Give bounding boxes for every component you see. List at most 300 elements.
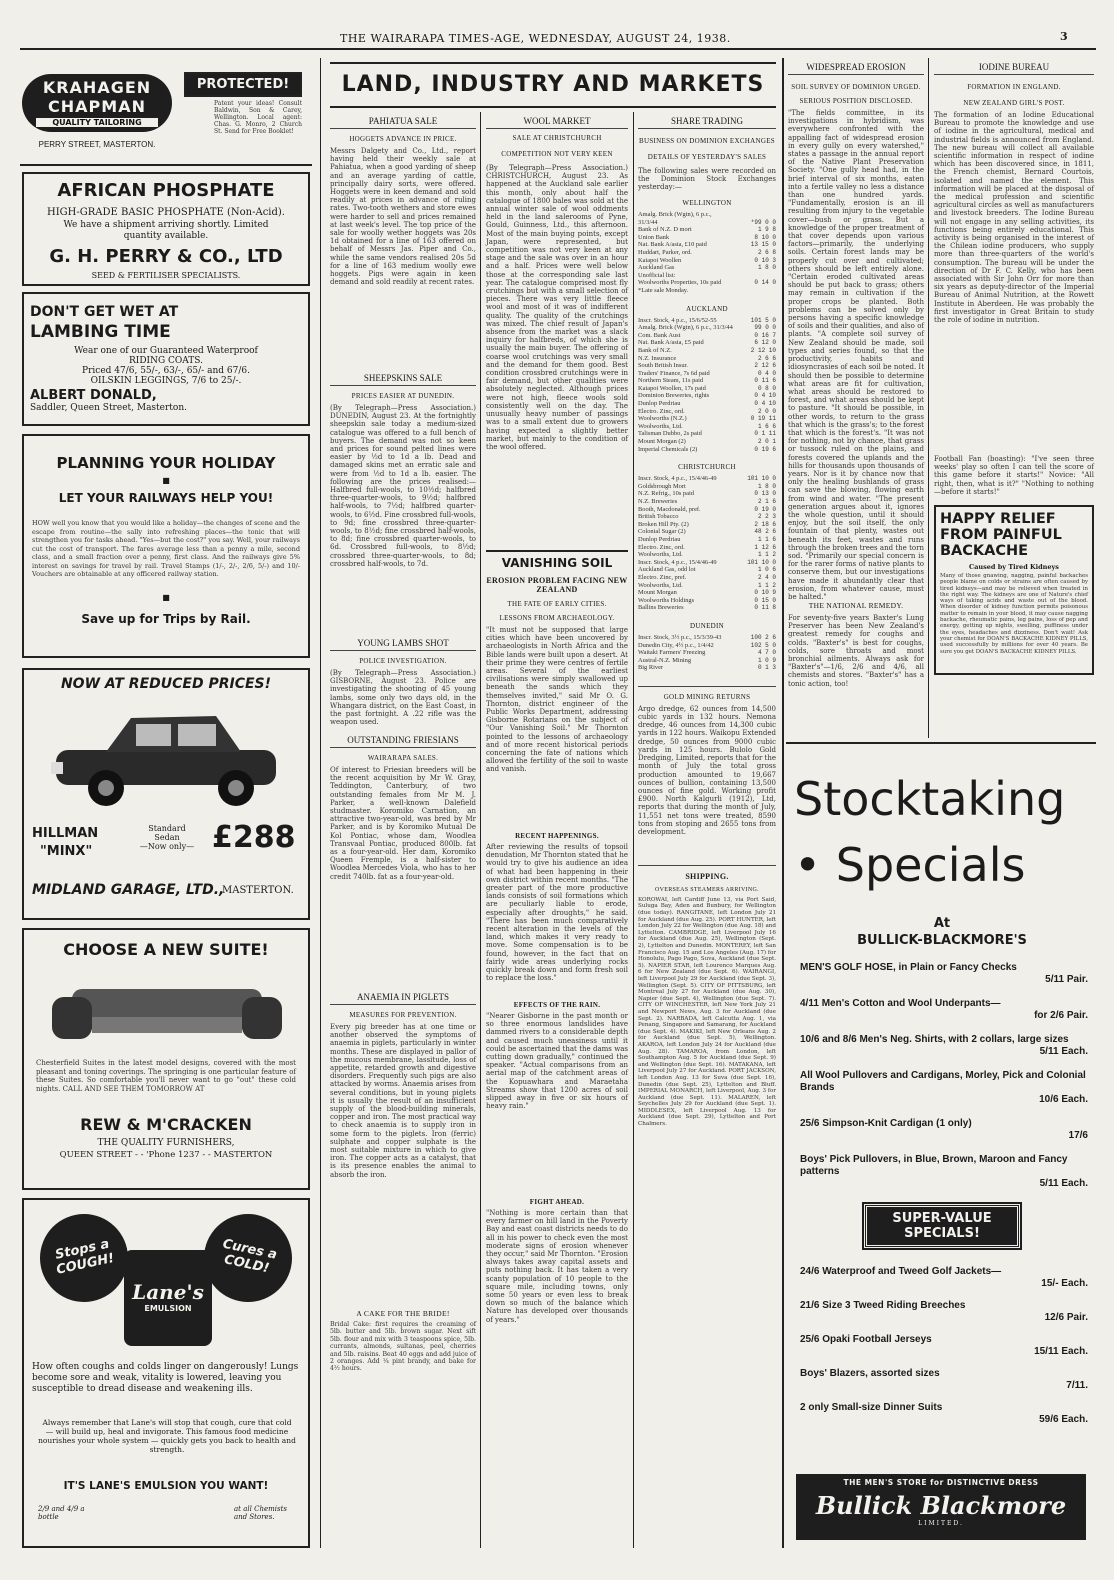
sale-item [800, 1300, 1088, 1324]
share-name: Nat. Bank A/asia, £5 paid [638, 339, 704, 347]
share-name: British Tobacco [638, 513, 679, 521]
share-name: Woolworths, Ltd. [638, 422, 683, 430]
share-name: Mount Morgan [638, 589, 677, 597]
lanes-emulsion: EMULSION [144, 1304, 192, 1313]
hillman-standard [132, 824, 202, 851]
share-row [638, 272, 776, 280]
share-row [638, 287, 776, 295]
section-title: LAND, INDUSTRY AND MARKETS [341, 72, 765, 97]
cures-cold-text: Cures a COLD! [221, 1236, 279, 1277]
phosphate-firm: G. H. PERRY & CO., LTD [49, 246, 283, 267]
share-name: Woolworths, Ltd. [638, 551, 683, 559]
masthead-rule [20, 48, 1096, 50]
share-price: 0 10 9 [754, 589, 776, 597]
share-price: 1 12 6 [754, 543, 776, 551]
protected-text: Patent your ideas! Consult Baldwin, Son & Carey, Wellington. Local agent: Chas. G. Monro, 2 Church St. Send for Free Booklet! [214, 100, 302, 135]
sale-item-name: 24/6 Waterproof and Tweed Golf Jackets— [800, 1266, 1002, 1277]
share-price: 1 0 9 [757, 656, 776, 664]
hillman-model: HILLMAN [32, 826, 99, 841]
share-price: *99 0 0 [750, 218, 776, 226]
share-name: Com. Bank Aust [638, 331, 681, 339]
lambing-address: Saddler, Queen Street, Masterton. [30, 403, 187, 413]
share-row [638, 226, 776, 234]
column-rule [633, 112, 634, 1548]
share-row [638, 241, 776, 249]
soil-body: "It must not be supposed that large cities which have been uncovered by archaeologists in North Africa and the Bible lands were built upon a desert. At their prime they were centres of fertile areas. Several of the earliest civilisations were simply swallowed up beneath the sands which they themselves invited," said Mr O. G. Thornton, district engineer of the Public Works Department, addressing Gisborne Rotarians on the subject of "Our Vanishing Soil." Mr Thornton pointed to the lessons of archaeology and of more recent historical periods concerning the fate of nations which allowed the fertility of the soil to waste and vanish. [486, 626, 628, 774]
auckland-list [638, 317, 776, 454]
footer-brand: Bullick Blackmore [815, 1491, 1067, 1520]
cake-head: A CAKE FOR THE BRIDE! [356, 1309, 450, 1318]
lambing-line3: Priced 47/6, 55/-, 63/-, 65/- and 67/6. [82, 366, 250, 376]
sheepskins-head: SHEEPSKINS SALE [330, 373, 476, 386]
suite-text: Chesterfield Suites in the latest model designs, covered with the most pleasant and toning coverings. The springing is one particular feature of these Suites. So comfortable you'll never want to go "out" these cold nights. CALL AND SEE THEM TOMORROW AT [36, 1059, 296, 1093]
share-name: *Late sale Monday. [638, 286, 689, 294]
share-price: 1 1 2 [757, 551, 776, 559]
column-rule [782, 58, 784, 1548]
share-row [638, 498, 776, 506]
share-row [638, 475, 776, 483]
sale-item [800, 1334, 1088, 1358]
christchurch-list [638, 475, 776, 612]
backache-body: Many of those gnawing, nagging, painful backaches people blame on colds or strains are often caused by tired kidneys—and may be relieved when treated in the right way. The kidneys are one of Nature's chief ways of taking acids and waste out of the blood. When disorder of kidney function permits poisonous matter to remain in your blood, it may cause nagging backache, rheumatic pains, leg pains, loss of pep and energy, getting up nights, swelling, puffiness under the eyes, headaches and dizziness. Don't wait! Ask your chemist for DOAN'S BACKACHE KIDNEY PILLS, used successfully by millions for over 40 years. Be sure you get DOAN'S BACKACHE KIDNEY PILLS. [940, 573, 1088, 655]
sale-item-name: MEN'S GOLF HOSE, in Plain or Fancy Checks [800, 962, 1017, 973]
share-head: SHARE TRADING [638, 116, 776, 129]
hillman-town: MASTERTON. [222, 885, 294, 896]
share-row [638, 415, 776, 423]
rain-head: EFFECTS OF THE RAIN. [513, 1001, 601, 1009]
share-name: Waitaki Farmers' Freezing [638, 649, 706, 657]
column-rule [320, 58, 321, 1548]
share-row [638, 408, 776, 416]
hillman-minx: "MINX" [40, 844, 93, 859]
sale-item-price: 15/- Each. [1041, 1278, 1088, 1289]
sale-item-name: 10/6 and 8/6 Men's Neg. Shirts, with 2 collars, large sizes [800, 1034, 1069, 1045]
footer-tagline: THE MEN'S STORE for DISTINCTIVE DRESS [843, 1478, 1039, 1487]
share-row [638, 649, 776, 657]
share-row [638, 506, 776, 514]
share-row [638, 362, 776, 370]
anaemia-sub: MEASURES FOR PREVENTION. [349, 1011, 457, 1019]
share-name: Dominion Breweries, rights [638, 392, 710, 400]
chapman-name: CHAPMAN [48, 97, 146, 116]
column-rule [480, 112, 481, 1548]
soil-sub2: THE FATE OF EARLY CITIES. [507, 600, 607, 608]
share-row [638, 385, 776, 393]
share-price: 6 12 0 [754, 339, 776, 347]
share-row [638, 317, 776, 325]
share-row [638, 536, 776, 544]
shipping-sub: OVERSEAS STEAMERS ARRIVING. [655, 886, 759, 893]
masthead-title: THE WAIRARAPA TIMES-AGE, WEDNESDAY, AUGUST 24, 1938. [340, 32, 731, 45]
wellington-list [638, 211, 776, 295]
share-price: 0 1 3 [757, 664, 776, 672]
share-price: 1 1 6 [757, 535, 776, 543]
lanes-bottle [124, 1250, 212, 1346]
share-price: 1 6 6 [757, 422, 776, 430]
share-name: Kaiapoi Woollen [638, 256, 682, 264]
share-sub2: DETAILS OF YESTERDAY'S SALES [647, 153, 767, 161]
share-row [638, 483, 776, 491]
sale-item-name: Boys' Pick Pullovers, in Blue, Brown, Maroon and Fancy patterns [800, 1154, 1068, 1177]
krahagen-logo [22, 74, 172, 132]
erosion-head: WIDESPREAD EROSION [788, 62, 924, 75]
hillman-banner: NOW AT REDUCED PRICES! [60, 676, 272, 692]
lanes-brand: Lane's [132, 1280, 204, 1304]
share-name: Huddart, Parker, ord. [638, 248, 692, 256]
share-price: 0 16 7 [754, 331, 776, 339]
ad-top-rule [786, 742, 1096, 744]
lanes-text1: How often coughs and colds linger on dangerously! Lungs become sore and weak, vitality is lowered, leaving you susceptible to dread disease and weakening ills. [32, 1362, 299, 1394]
share-price: 2 1 6 [757, 498, 776, 505]
recent-head: RECENT HAPPENINGS. [515, 832, 599, 840]
share-name: Broken Hill Pty. (2) [638, 520, 689, 528]
stocktaking-title2: • Specials [794, 838, 1026, 892]
share-name: Electro. Zinc, ord. [638, 407, 685, 415]
share-row [638, 528, 776, 536]
sheepskins-sub: PRICES EASIER AT DUNEDIN. [351, 392, 455, 400]
share-name: Inscr. Stock, 4 p.c., 15/6/52-55 [638, 316, 717, 324]
sale-item-name: 21/6 Size 3 Tweed Riding Breeches [800, 1300, 966, 1311]
share-price: 0 10 3 [754, 256, 776, 264]
share-name: Amalg. Brick (Wgtn), 6 p.c., 31/3/44 [638, 324, 733, 332]
soil-section [486, 550, 628, 826]
share-name: Electro. Zinc, ord. [638, 543, 685, 551]
share-row [638, 264, 776, 272]
sale-item-price: 15/11 Each. [1034, 1346, 1088, 1357]
sale-item-price: 12/6 Pair. [1044, 1312, 1088, 1323]
sale-item-price: 5/11 Each. [1039, 1046, 1088, 1057]
hillman-dealer: MIDLAND GARAGE, LTD., [32, 882, 225, 898]
pahiatua-head: PAHIATUA SALE [330, 116, 476, 129]
share-price: 101 10 0 [747, 558, 776, 566]
stops-cough-badge [32, 1206, 136, 1310]
recent-body: After reviewing the results of topsoil denudation, Mr Thornton stated that he would try to give his audience an idea of what had been happening in their own district within recent months. "The greater part of the more productive lands consists of soil formations which are peculiarly liable to erode, especially after droughts," he said. "There has been much comparatively recent alteration in the levels of the land, which makes it very ready to move. Some compensation is to be found, however, in the fact that on fairly wide areas underlying rocks quickly break down and form fresh soil to replace the loss." [486, 843, 628, 983]
share-row [638, 377, 776, 385]
share-row [638, 249, 776, 257]
iodine-sub1: FORMATION IN ENGLAND. [967, 83, 1061, 91]
sofa-illustration [42, 969, 292, 1049]
sale-item [800, 998, 1088, 1022]
sale-item-name: Boys' Blazers, assorted sizes [800, 1368, 940, 1379]
share-price: 2 2 3 [757, 513, 776, 521]
christchurch-head: CHRISTCHURCH [678, 463, 736, 472]
sale-item-price: 59/6 Each. [1039, 1414, 1088, 1425]
share-name: Auckland Gas [638, 264, 675, 272]
share-price: 2 4 0 [757, 573, 776, 581]
backache-sub: Caused by Tired Kidneys [969, 563, 1059, 571]
sale-item [800, 962, 1088, 986]
share-name: Bank of N.Z. D mort [638, 226, 692, 234]
share-price: 2 12 6 [754, 362, 776, 370]
sale-item-name: All Wool Pullovers and Cardigans, Morley, Pick and Colonial Brands [800, 1070, 1086, 1093]
krahagen-ad [22, 74, 172, 154]
wool-head: WOOL MARKET [486, 116, 628, 129]
wool-sub1: SALE AT CHRISTCHURCH [512, 134, 602, 142]
share-name: N.Z. Breweries [638, 498, 678, 505]
share-name: Woolworths Holdings [638, 596, 695, 604]
sale-item [800, 1070, 1088, 1106]
soil-sub1: EROSION PROBLEM FACING NEW ZEALAND [486, 576, 628, 594]
rain-body: "Nearer Gisborne in the past month or so three enormous landslides have dammed rivers to a considerable depth and caused much uneasiness until it could be ascertained that the dams was cutting down gradually," continued the speaker. "Actual comparisons from an aerial map of the catchment areas of the Kopuawhara and Maraetaha Streams show that 1200 acres of soil slipped away in five or six hours of heavy rain." [486, 1012, 628, 1111]
sale-item [800, 1266, 1088, 1290]
footer-ltd: LIMITED. [918, 1520, 964, 1527]
share-price: 2 0 0 [757, 407, 776, 415]
share-name: Inscr. Stock, 3½ p.c., 15/3/39-43 [638, 633, 722, 641]
car-illustration [36, 700, 296, 810]
share-price: 102 5 0 [750, 641, 776, 649]
share-row [638, 400, 776, 408]
lambs-head: YOUNG LAMBS SHOT [330, 638, 476, 651]
remedy-head: THE NATIONAL REMEDY. [808, 601, 904, 610]
divider [20, 164, 312, 166]
share-name: Colonial Sugar (2) [638, 528, 686, 536]
share-row [638, 438, 776, 446]
share-row [638, 597, 776, 605]
share-name: Electro. Zinc, pref. [638, 573, 687, 581]
share-row [638, 324, 776, 332]
share-name: Inscr. Stock, 4 p.c., 15/4/46-49 [638, 475, 717, 483]
soil-head: VANISHING SOIL [501, 556, 613, 570]
sale-item-price: 10/6 Each. [1039, 1094, 1088, 1105]
fight-body: "Nothing is more certain than that every farmer on hill land in the Poverty Bay and east coast districts needs to do all in his power to check even the most moderate signs of erosion whenever they occur," said Mr Thornton. "Erosion always takes away capital assets and puts nothing back. It has taken a very scanty population of 10 people to the square mile, including towns, only some 50 years or even less to break down so much of the balance which Nature has developed over thousands of years." [486, 1209, 628, 1324]
share-row [638, 490, 776, 498]
share-price: 0 4 0 [757, 369, 776, 377]
share-row [638, 257, 776, 265]
share-name: Union Bank [638, 233, 670, 241]
section-banner [330, 62, 776, 108]
holiday-title: PLANNING YOUR HOLIDAY [56, 454, 276, 472]
share-price: 0 19 11 [750, 415, 776, 423]
sale-item-price: 5/11 Each. [1039, 1178, 1088, 1189]
share-price: 0 14 0 [754, 279, 776, 287]
share-name: South British Insur. [638, 362, 688, 370]
friesians-body: Of interest to Friesian breeders will be the recent acquisition by Mr W. Gray, Teddington, Canterbury, of two outstanding females from Mr M. J. Parker, a well-known Dalefield studmaster. Koromiko Carnation, an attractive two-year-old, was bred by Mr Parker, and is by Koromiko Mutual De Kol Pontiac, whose dam, Woodlea Transvaal Pontiac, produced 800lb. fat as a four-year-old. Her dam, Koromiko Queen Fremple, is a half-sister to Woodlea Mercedes Viola, who has to her credit 740lb. fat as a four-year-old. [330, 766, 476, 881]
share-row [638, 446, 776, 454]
share-name: Unofficial list: [638, 271, 676, 279]
hillman-ad [22, 668, 310, 920]
lanes-stockists: at all Chemists and Stores. [234, 1505, 287, 1521]
share-price: 0 11 6 [754, 377, 776, 385]
phosphate-line2: We have a shipment arriving shortly. Limited quantity available. [63, 220, 269, 241]
lambs-body: (By Telegraph—Press Association.) GISBORNE, August 23. Police are investigating the shooting of 45 young lambs, some only two days old, in the Whangara district, on the East Coast, in the past fortnight. A .22 rifle was the weapon used. [330, 669, 476, 727]
share-name: Nat. Bank A/asia, £10 paid [638, 241, 707, 249]
friesians-sub: WAIRARAPA SALES. [367, 754, 439, 762]
remedy-body: For seventy-five years Baxter's Lung Preserver has been New Zealand's greatest remedy for coughs and colds. "Baxter's" is best for coughs, colds, sore throats and most bronchial ailments. Always ask for "Baxter's"—1/6, 2/6 and 4/6, all chemists and stores. "Baxter's" has a tonic action, too! [788, 614, 924, 688]
share-price: 0 13 0 [754, 490, 776, 498]
column-3 [638, 116, 776, 1546]
krahagen-address: PERRY STREET, MASTERTON. [38, 140, 156, 149]
holiday-bullet2: ■ [162, 593, 170, 602]
share-price: 101 10 0 [747, 475, 776, 483]
share-name: Dunedin City, 4½ p.c., 1/4/42 [638, 641, 714, 649]
suite-address: QUEEN STREET - - 'Phone 1237 - - MASTERTON [59, 1150, 273, 1160]
auckland-head: AUCKLAND [686, 304, 728, 313]
lanes-slogan: IT'S LANE'S EMULSION YOU WANT! [63, 1480, 269, 1492]
share-row [638, 355, 776, 363]
share-name: Kaiapoi Woollen, 17s paid [638, 384, 706, 392]
share-name: Amalg. Brick (Wgtn), 6 p.c., [638, 211, 712, 218]
erosion-sub1: SOIL SURVEY OF DOMINION URGED. [791, 83, 921, 91]
share-row [638, 551, 776, 559]
share-price: 1 9 8 [757, 226, 776, 234]
gold-body: Argo dredge, 62 ounces from 14,500 cubic yards in 132 hours. Nemona dredge, 46 ounces from 14,300 cubic yards in 122 hours. Waikopu Extended dredge, 50 ounces from 9000 cubic yards in 125 hours. Bulolo Gold Dredging, Limited, reports that for the month of July the total gross production amounted to 19,667 ounces of bullion, containing 13,500 ounces of fine gold. Working profit £900. North Kalgurli (1912), Ltd, reports that during the month of July, 11,551 net tons were treated, 8590 tons from stoping and 2655 tons from development. [638, 704, 776, 836]
share-price: 1 1 2 [757, 581, 776, 589]
holiday-subtitle: LET YOUR RAILWAYS HELP YOU! [58, 491, 274, 505]
share-row [638, 521, 776, 529]
share-row [638, 513, 776, 521]
share-price: 0 4 10 [754, 392, 776, 400]
share-name: Dunlop Perdriau [638, 400, 681, 408]
phosphate-ad [22, 172, 310, 286]
erosion-sub2: SERIOUS POSITION DISCLOSED. [799, 97, 913, 105]
cake-body: Bridal Cake: first requires the creaming of 5lb. butter and 5lb. brown sugar. Next sift 5lb. flour and mix with 3 teaspoons spice, 5lb. currants, almonds, sultanas, peel, cherries and 5lb. raisins. Beat 40 eggs and add juice of 2 oranges. Add ¼ pint brandy, and bake for 4½ hours. [330, 1321, 476, 1373]
share-name: Booth, Macdonald, pref. [638, 505, 701, 513]
share-price: 48 2 6 [754, 528, 776, 536]
phosphate-line1: HIGH-GRADE BASIC PHOSPHATE (Non-Acid). [47, 207, 285, 218]
krahagen-name: KRAHAGEN [42, 78, 152, 97]
shipping-body: KOROWAI, left Cardiff June 13, via Port Said, Suluga Bay, Aden and Bunbury, for Wellington (due today). RANGITANE, left London July 21 for Auckland (due Aug. 25). PORT HUNTER, left London July 22 for Wellington (due Aug. 18) and Lyttelton. CAMBRIDGE, left Liverpool July 16 for Auckland (due Aug. 25), Wellington (Sept. 2), Lyttelton and Dunedin. MONTEREY, left San Francisco Aug. 15 and Los Angeles (Aug. 17) for Honolulu, Pago Pago, Suva, Auckland (due Sept. 5). NAPIER STAR, left Lourenco Marques Aug. 6 for New Zealand (due Sept. 6). WAIRANGI, left Liverpool July 29 for Auckland (due Sept. 3), Wellington (Sept. 5). CITY OF PITTSBURG, left Montreal July 27 for Auckland (due Aug. 30), Napier (due Sept. 4), Wellington (due Sept. 7). CITY OF WINCHESTER, left New York July 21 and Newport News, Aug. 3 for Auckland (due Sept. 2). NARBADA, left Calcutta Aug. 1, via Penang, Singapore and Samarang, for Auckland (due Sept. 4). MAKIKI, left New Orleans Aug. 2 for Auckland (due Sept. 5), Wellington. AKAROA, left London July 24 for Auckland (due Aug. 28). TAMAROA, from London, left Southampton Aug. 5 for Auckland (due Sept. 9) and Wellington (due Sept. 16). MATAKANA, left Liverpool July 27 for Auckland. PORT JACKSON, left London Aug. 13 for Suva (due Sept. 16), Dunedin (due Sept. 25), Lyttelton and Bluff. IMPERIAL MONARCH, left Liverpool, Aug. 3 for Auckland (due Sept. 11). MALAREN, left Seychelles July 29 for Auckland (due Sept. 1). MIDDLESEX, left Liverpool Aug. 13 for Auckland (due Sept. 29), Lyttelton and Port Chalmers. [638, 896, 776, 1128]
anaemia-body: Every pig breeder has at one time or another observed the symptoms of anaemia in piglets, particularly in winter months. These are displayed in pallor of the mucous membrane, lassitude, loss of appetite, retarded growth and digestive disorders. Frequently such pigs are also attacked by worms. Anaemia arises from several conditions, but in young piglets it is usually the result of an insufficient supply of the blood-building minerals, copper and iron. The most practical way to check anaemia is to supply iron in some form to the piglets. Iron (ferric) sulphate and copper sulphate is the most suitable mixture in which to give iron. The copper acts as a catalyst, that is its presence enables the animal to absorb the iron. [330, 1023, 476, 1179]
holiday-ad [22, 434, 310, 658]
share-price: 4 7 0 [757, 649, 776, 657]
fight-head: FIGHT AHEAD. [529, 1198, 585, 1206]
sale-item-name: 25/6 Opaki Football Jerseys [800, 1334, 932, 1345]
lambing-ad [22, 292, 310, 426]
dunedin-head: DUNEDIN [690, 621, 724, 630]
shipping-head: SHIPPING. [638, 865, 776, 881]
column-2 [486, 116, 628, 1546]
bullick-footer [796, 1474, 1086, 1540]
column-1 [330, 116, 476, 1546]
krahagen-tagline: QUALITY TAILORING [36, 118, 158, 127]
share-price: 13 15 0 [750, 241, 776, 249]
share-name: 31/3/44 [638, 218, 658, 226]
sale-item [800, 1154, 1088, 1190]
suite-firm: REW & M'CRACKEN [80, 1115, 252, 1134]
share-price: 0 11 8 [754, 604, 776, 612]
protected-title: PROTECTED! [184, 72, 302, 97]
sale-item-price: 17/6 [1068, 1130, 1088, 1141]
share-name: Northern Steam, 11s paid [638, 377, 704, 385]
soil-sub3: LESSONS FROM ARCHAEOLOGY. [499, 614, 615, 622]
share-row [638, 219, 776, 227]
share-sub1: BUSINESS ON DOMINION EXCHANGES [639, 137, 775, 145]
suite-title: CHOOSE A NEW SUITE! [63, 940, 269, 959]
column-4 [788, 62, 924, 732]
share-name: Dunlop Perdriau [638, 535, 681, 543]
share-row [638, 642, 776, 650]
share-price: 99 0 0 [754, 324, 776, 332]
share-name: Woolworths, Ltd. [638, 581, 683, 589]
share-price: 0 1 11 [754, 430, 776, 438]
dunedin-list [638, 634, 776, 672]
sale-item-price: for 2/6 Pair. [1034, 1010, 1088, 1021]
phosphate-title: AFRICAN PHOSPHATE [57, 180, 275, 201]
joke-text: Football Fan (boasting): "I've seen three weeks' play so often I can tell the score of this game before it starts!" Novice: "All right, then, what is it?" "Nothing to nothing—before it starts!" [934, 455, 1094, 496]
share-row [638, 559, 776, 567]
share-name: Talisman Dubbo, 2s paid [638, 430, 702, 438]
holiday-bullet: ■ [162, 476, 170, 485]
backache-head: HAPPY RELIEF FROM PAINFUL BACKACHE [940, 511, 1062, 559]
sale-item [800, 1118, 1088, 1142]
page-number: 3 [1060, 30, 1069, 43]
share-price: 1 0 6 [757, 566, 776, 574]
friesians-head: OUTSTANDING FRIESIANS [330, 735, 476, 748]
std-line3: —Now only— [139, 842, 195, 851]
share-name: Bank of N.Z. [638, 346, 672, 354]
lambing-line1: Wear one of our Guaranteed Waterproof [74, 346, 258, 356]
suite-tag: THE QUALITY FURNISHERS, [97, 1138, 235, 1148]
share-name: Woolworths Properties, 10s paid [638, 279, 722, 287]
share-price: 2 0 1 [757, 438, 776, 446]
share-price: 1 8 0 [757, 264, 776, 272]
share-row [638, 566, 776, 574]
share-price: 0 8 0 [757, 384, 776, 392]
pahiatua-sub: HOGGETS ADVANCE IN PRICE. [349, 135, 457, 143]
lanes-price: 2/9 and 4/9 a bottle [38, 1505, 85, 1521]
iodine-sub2: NEW ZEALAND GIRL'S POST. [963, 99, 1065, 107]
share-name: Goldsbrough Mort [638, 482, 686, 490]
masthead [0, 30, 1114, 46]
share-name: N.Z. Insurance [638, 354, 677, 362]
sale-item [800, 1034, 1088, 1058]
share-name: Big River [638, 664, 664, 672]
share-row [638, 582, 776, 590]
lanes-text2: Always remember that Lane's will stop that cough, cure that cold — will build up, heal and invigorate. This famous food medicine nourishes your whole system — quickly gets you back to health and strength. [38, 1418, 296, 1454]
share-price: 2 12 10 [750, 346, 776, 354]
lambing-line4: OILSKIN LEGGINGS, 7/6 to 25/-. [90, 376, 242, 386]
lambing-title1: DON'T GET WET AT [30, 304, 179, 320]
stocktaking-store: BULLICK-BLACKMORE'S [857, 933, 1027, 948]
share-row [638, 332, 776, 340]
share-row [638, 234, 776, 242]
std-line2: Sedan [154, 833, 180, 842]
share-row [638, 604, 776, 612]
share-row [638, 574, 776, 582]
share-name: Imperial Chemicals (2) [638, 445, 698, 453]
wellington-head: WELLINGTON [682, 199, 732, 207]
super-items [790, 1266, 1094, 1426]
share-price: 0 19 0 [754, 505, 776, 513]
holiday-footer: Save up for Trips by Rail. [81, 612, 251, 626]
share-price: 1 8 0 [757, 482, 776, 490]
stops-cough-text: Stops a COUGH! [53, 1236, 116, 1278]
share-row [638, 430, 776, 438]
anaemia-head: ANAEMIA IN PIGLETS [330, 992, 476, 1005]
share-name: Traders' Finance, 7s 6d paid [638, 369, 710, 377]
protected-ad [184, 72, 302, 148]
iodine-body: The formation of an Iodine Educational Bureau to promote the knowledge and use of iodine in the agricultural, medical and industrial fields is announced from England. The new bureau will collect all available scientific information in respect of iodine which has been discovered since, in 1811, the French chemist, Bernard Courtois, isolated and named the element. This information will be placed at the disposal of the medical profession and scientific agricultural circles as well as manufacturers and livestock breeders. The Iodine Bureau will not engage in any selling activities, its functions being entirely educational. This activity is being organised in the interest of the Chilean iodine producers, who supply more than three-quarters of the world's consumption. The bureau will be under the direction of Dr F. C. Kelly, who has been associated with Sir John Orr for more than six years as deputy-director of the Imperial Bureau of Animal Nutrition, at the Rowett Institute in Aberdeen. He was probably the first investigator in Great Britain to study the role of iodine in nutrition. [934, 111, 1094, 325]
sheepskins-body: (By Telegraph—Press Association.) DUNEDIN, August 23. At the fortnightly sheepskin sale today a medium-sized catalogue was offered to a full bench of buyers. The demand was not so keen and prices for sound pelted lines were easier by ½d to 1d a lb. Dead and damaged skins met an erratic sale and were from ½d to 1d a lb. easier. The following are the prices realised:—Halfbred full-wools, to 10½d; halfbred three-quarter-wools, to 9½d; halfbred half-wools, to 7½d; halfbred quarter-wools, to 6½d. Fine crossbred full-wools, to 9d; fine crossbred three-quarter-wools, to 8½d; fine crossbred half-wools, to 8d; fine crossbred quarter-wools, to 6d. Crossbred full-wools, to 8½d; crossbred three-quarter-wools, to 8d; crossbred half-wools, to 7d. [330, 404, 476, 568]
super-value-banner: SUPER-VALUE SPECIALS! [864, 1204, 1020, 1248]
share-row [638, 392, 776, 400]
share-row [638, 211, 776, 219]
share-name: Woolworths (N.Z.) [638, 415, 687, 423]
share-name: N.Z. Refrig., 10s paid [638, 490, 694, 498]
std-line1: Standard [148, 824, 186, 833]
iodine-head: IODINE BUREAU [934, 62, 1094, 75]
share-row [638, 279, 776, 287]
share-intro: The following sales were recorded on the Dominion Stock Exchanges yesterday:— [638, 167, 776, 192]
holiday-body: HOW well you know that you would like a holiday—the changes of scene and the escape from routine—the sally into refreshing places—the tonic that will strengthen you for tasks ahead. "Yes—but the cost?" you say. Well, your railways cut the cost of transport. The fares average less than a penny a mile, second class, and a small fraction over a penny, first class. And the railways give 5% interest on savings for travel by rail. Travel Stamps (1/-, 2/-, 2/6, 5/-) and 10/- Vouchers are obtainable at any officered railway station. [32, 519, 300, 578]
wool-sub2: COMPETITION NOT VERY KEEN [501, 150, 613, 158]
share-row [638, 370, 776, 378]
share-price: 2 18 6 [754, 520, 776, 528]
stocktaking-title1: Stocktaking [794, 772, 1066, 826]
share-row [638, 423, 776, 431]
share-price: 101 5 0 [750, 316, 776, 324]
phosphate-tag: SEED & FERTILISER SPECIALISTS. [91, 271, 241, 280]
